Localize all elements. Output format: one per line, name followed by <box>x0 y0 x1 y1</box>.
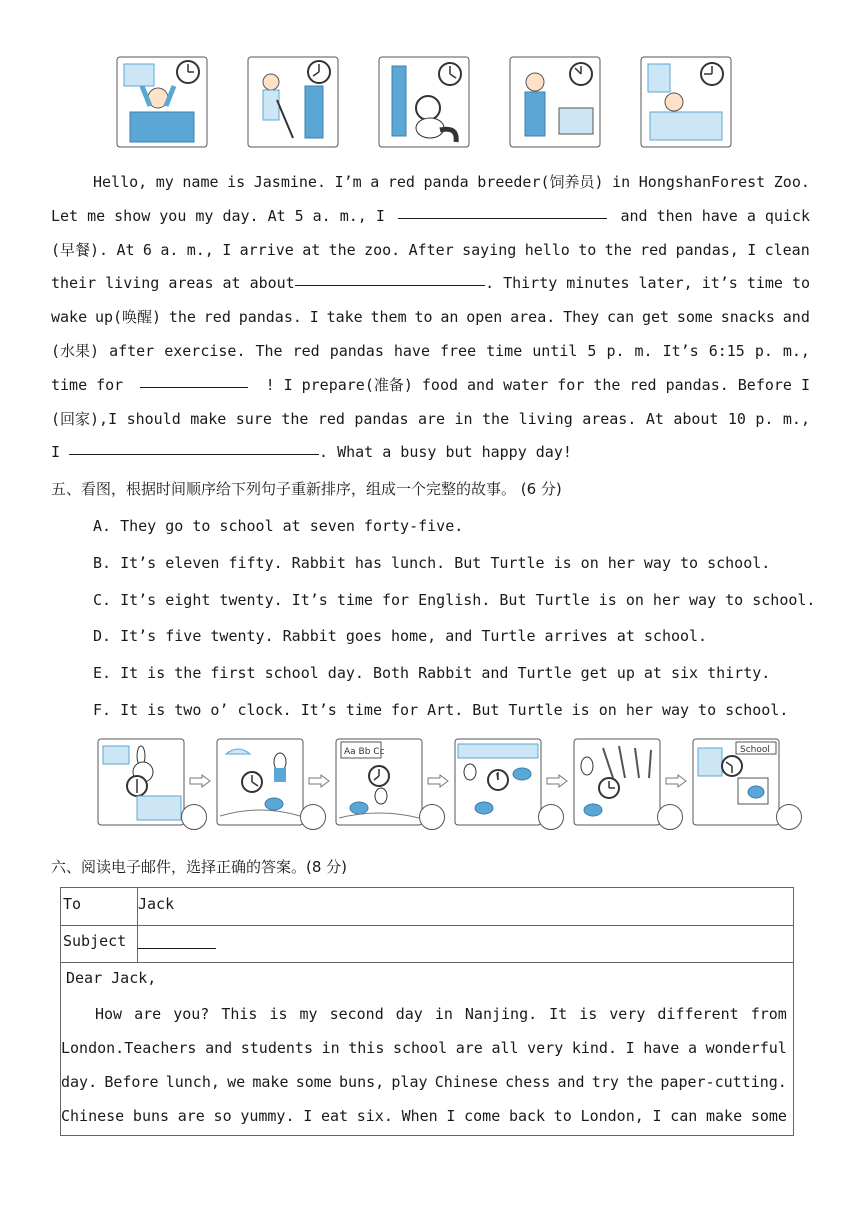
word: kind. <box>571 1039 617 1057</box>
word: until <box>532 341 578 360</box>
answer-circle[interactable] <box>538 804 564 830</box>
email-body-line <box>61 1107 787 1125</box>
passage-line <box>51 335 810 369</box>
word: are <box>418 409 446 428</box>
word: the <box>168 308 196 327</box>
word: m., <box>339 206 367 225</box>
word: name <box>182 173 219 191</box>
to-value: Jack <box>138 895 175 913</box>
word: can <box>670 1107 698 1125</box>
word: Chinese <box>61 1107 125 1125</box>
arrow-right-icon <box>427 774 449 788</box>
word: have <box>701 206 738 225</box>
word: living <box>518 409 573 428</box>
word: day. <box>61 1073 98 1091</box>
word: in <box>454 409 473 428</box>
word: time <box>486 341 523 360</box>
word: about <box>249 274 295 293</box>
word: different <box>657 1005 739 1023</box>
turtle-arrives-school-clock-icon <box>692 738 780 826</box>
word: They <box>563 308 600 327</box>
word: red <box>640 240 668 259</box>
word: zoo. <box>364 240 401 259</box>
word: This <box>221 1005 258 1023</box>
word: . <box>485 274 495 293</box>
email-table <box>60 887 794 1136</box>
passage-text: . What a busy but happy day! <box>319 443 572 462</box>
passage-line <box>51 166 810 200</box>
word: London, <box>580 1107 644 1125</box>
word: my <box>299 1005 318 1023</box>
word: some <box>676 308 713 327</box>
word: and <box>205 1039 233 1057</box>
word: in <box>434 1005 453 1023</box>
story-picture-strip <box>97 738 805 834</box>
rabbit-walking-turtle-clock-icon <box>216 738 304 826</box>
word: prepare(准备) <box>301 375 413 394</box>
word: have <box>643 1039 680 1057</box>
email-body-line <box>61 1073 787 1091</box>
word: at <box>222 274 241 293</box>
word: the <box>626 1073 654 1091</box>
word: play <box>391 1073 428 1091</box>
word: make <box>190 409 227 428</box>
word: (水果) <box>51 341 100 360</box>
word: m., <box>782 409 810 428</box>
word: minutes <box>566 274 630 293</box>
word: later, <box>638 274 693 293</box>
answer-blank[interactable] <box>398 200 607 219</box>
word: it’s <box>701 274 738 293</box>
word: When <box>401 1107 438 1125</box>
word: time <box>51 375 88 394</box>
word: Thirty <box>503 274 558 293</box>
answer-blank[interactable] <box>140 369 248 388</box>
girl-waking-up-clock-icon <box>116 56 208 148</box>
word: I <box>446 1107 456 1125</box>
word: is <box>579 1005 598 1023</box>
option-c: C. It’s eight twenty. It’s time for English. But Turtle is on her way to school. <box>93 590 816 609</box>
passage-line <box>51 267 810 301</box>
rabbit-english-class-clock-icon <box>335 738 423 826</box>
subject-label: Subject <box>63 932 127 950</box>
word: to <box>791 274 810 293</box>
word: 10 <box>727 409 746 428</box>
passage-text: I <box>51 443 61 462</box>
word: living <box>105 274 160 293</box>
word: At <box>116 240 135 259</box>
word: a <box>370 173 380 191</box>
word: a <box>687 1039 697 1057</box>
subject-blank[interactable] <box>138 931 216 949</box>
word: pandas <box>329 341 384 360</box>
rabbit-art-class-clock-icon <box>573 738 661 826</box>
word: I <box>283 375 293 394</box>
word: the <box>593 375 621 394</box>
word: red <box>203 308 231 327</box>
email-to-row <box>61 888 793 926</box>
word: breeder(饲养员) <box>477 173 604 191</box>
word: the <box>482 409 510 428</box>
word: make <box>706 1107 743 1125</box>
answer-blank[interactable] <box>295 267 485 286</box>
word: after <box>109 341 155 360</box>
word: Zoo. <box>773 173 810 191</box>
word: p. <box>754 341 773 360</box>
passage-line <box>51 234 810 268</box>
word: (回家),I <box>51 409 118 428</box>
word: I <box>375 206 385 225</box>
word: my <box>155 173 174 191</box>
word: p. <box>755 409 774 428</box>
word: take <box>326 308 363 327</box>
word: At <box>267 206 286 225</box>
word: pandas. <box>665 375 729 394</box>
answer-circle[interactable] <box>300 804 326 830</box>
word: I <box>625 1039 635 1057</box>
word: then <box>656 206 693 225</box>
word: and <box>557 1073 585 1091</box>
word: m., <box>186 240 214 259</box>
word: Hello, <box>93 173 148 191</box>
word: areas <box>168 274 214 293</box>
girl-sleeping-clock-icon <box>640 56 732 148</box>
word: students <box>240 1039 313 1057</box>
word: very <box>527 1039 564 1057</box>
email-greeting: Dear Jack, <box>66 969 157 987</box>
word: 5 <box>587 341 597 360</box>
word: Before <box>104 1073 159 1091</box>
word: I <box>309 308 319 327</box>
word: paper-cutting. <box>660 1073 787 1091</box>
option-a: A. They go to school at seven forty-five. <box>93 517 464 535</box>
word: are <box>455 1039 483 1057</box>
word: pandas, <box>675 240 739 259</box>
section-6-title: 六、阅读电子邮件，选择正确的答案。(8 分) <box>51 858 348 876</box>
word: buns <box>132 1107 170 1125</box>
word: a. <box>160 240 179 259</box>
word: day <box>395 1005 423 1023</box>
word: some <box>750 1107 787 1125</box>
arrow-right-icon <box>308 774 330 788</box>
word: them <box>370 308 407 327</box>
girl-cleaning-clock-icon <box>247 56 339 148</box>
word: p. <box>606 341 625 360</box>
word: free <box>440 341 477 360</box>
word: panda <box>423 173 469 191</box>
word: very <box>609 1005 646 1023</box>
word: an <box>440 308 459 327</box>
word: food <box>421 375 459 394</box>
red-panda-clock-icon <box>378 56 470 148</box>
word: get <box>641 308 670 327</box>
word: in <box>321 1039 340 1057</box>
word: try <box>591 1073 619 1091</box>
word: me <box>87 206 106 225</box>
email-subject-row <box>61 925 793 963</box>
to-label: To <box>63 895 82 913</box>
word: day. <box>222 206 259 225</box>
word: so <box>213 1107 232 1125</box>
word: my <box>195 206 214 225</box>
word: Chinese <box>434 1073 498 1091</box>
arrow-right-icon <box>665 774 687 788</box>
word: Nanjing. <box>464 1005 538 1023</box>
option-e: E. It is the first school day. Both Rabbit and Turtle get up at six thirty. <box>93 664 771 683</box>
word: some <box>295 1073 332 1091</box>
word: After <box>408 240 454 259</box>
word: all <box>491 1039 519 1057</box>
word: at <box>302 240 321 259</box>
word: the <box>604 240 632 259</box>
word: saying <box>462 240 517 259</box>
word: up(唤醒) <box>94 308 162 327</box>
word: is <box>227 173 246 191</box>
word: The <box>255 341 283 360</box>
word: I <box>747 240 757 259</box>
word: second <box>329 1005 384 1023</box>
email-body-line <box>61 1039 787 1057</box>
word: m. <box>634 341 653 360</box>
word: for <box>557 375 585 394</box>
word: I <box>800 375 810 394</box>
word: we <box>227 1073 246 1091</box>
option-b: B. It’s eleven fifty. Rabbit has lunch. But Turtle is on her way to school. <box>93 553 771 572</box>
word: It’s <box>662 341 699 360</box>
answer-circle[interactable] <box>776 804 802 830</box>
word: red <box>317 409 345 428</box>
word: How <box>95 1005 123 1023</box>
word: the <box>328 240 356 259</box>
answer-circle[interactable] <box>419 804 445 830</box>
word: pandas <box>354 409 409 428</box>
word: come <box>464 1107 501 1125</box>
word: Before <box>737 375 792 394</box>
word: I’m <box>334 173 362 191</box>
word: I <box>222 240 232 259</box>
school-sign-text: School <box>740 745 770 755</box>
word: At <box>645 409 664 428</box>
passage-line <box>51 403 810 437</box>
word: red <box>629 375 657 394</box>
word: red <box>292 341 320 360</box>
word: I <box>652 1107 662 1125</box>
rabbit-waking-up-clock-icon <box>97 738 185 826</box>
answer-circle[interactable] <box>181 804 207 830</box>
word: buns, <box>339 1073 385 1091</box>
word: the <box>281 409 309 428</box>
word: are <box>177 1107 205 1125</box>
word: hello <box>524 240 570 259</box>
woman-preparing-food-clock-icon <box>509 56 601 148</box>
word: about <box>673 409 719 428</box>
passage-line <box>51 436 810 470</box>
word: I <box>303 1107 313 1125</box>
reading-passage <box>51 166 810 470</box>
word: HongshanForest <box>638 173 766 191</box>
word: lunch, <box>165 1073 220 1091</box>
word: make <box>252 1073 289 1091</box>
word: from <box>750 1005 787 1023</box>
word: yummy. <box>240 1107 295 1125</box>
word: sure <box>235 409 272 428</box>
word: Jasmine. <box>253 173 326 191</box>
word: snacks <box>720 308 775 327</box>
word: wake <box>51 308 88 327</box>
word: m., <box>782 341 810 360</box>
word: their <box>51 274 97 293</box>
word: (早餐). <box>51 240 109 259</box>
arrow-right-icon <box>189 774 211 788</box>
word: ! <box>265 375 275 394</box>
word: water <box>503 375 549 394</box>
section-5-title: 五、看图，根据时间顺序给下列句子重新排序，组成一个完整的故事。 (6 分) <box>51 480 562 498</box>
blackboard-text: Aa Bb Cc <box>344 747 385 757</box>
word: and <box>467 375 495 394</box>
word: clean <box>764 240 810 259</box>
word: arrive <box>239 240 294 259</box>
word: and <box>782 308 810 327</box>
word: show <box>114 206 151 225</box>
word: wonderful <box>705 1039 787 1057</box>
option-f: F. It is two o’ clock. It’s time for Art. But Turtle is on her way to school. <box>93 700 789 719</box>
word: chess <box>505 1073 551 1091</box>
word: you <box>159 206 187 225</box>
word: have <box>393 341 430 360</box>
word: areas. <box>582 409 637 428</box>
word: exercise. <box>164 341 246 360</box>
option-list <box>93 512 815 733</box>
option-d: D. It’s five twenty. Rabbit goes home, and Turtle arrives at school. <box>93 627 708 646</box>
word: area. <box>510 308 556 327</box>
word: London.Teachers <box>61 1039 197 1057</box>
answer-blank[interactable] <box>69 436 319 455</box>
word: you? <box>173 1005 210 1023</box>
word: school <box>392 1039 448 1057</box>
word: can <box>607 308 635 327</box>
word: eat <box>320 1107 349 1125</box>
word: this <box>348 1039 385 1057</box>
passage-line <box>51 301 810 335</box>
word: time <box>746 274 783 293</box>
word: open <box>466 308 503 327</box>
word: is <box>269 1005 288 1023</box>
word: pandas. <box>238 308 302 327</box>
word: should <box>126 409 181 428</box>
word: a. <box>312 206 331 225</box>
top-picture-strip <box>116 56 736 152</box>
word: and <box>620 206 648 225</box>
answer-circle[interactable] <box>657 804 683 830</box>
word: red <box>387 173 415 191</box>
word: Let <box>51 206 79 225</box>
word: 5 <box>294 206 304 225</box>
passage-line <box>51 369 810 403</box>
word: It <box>549 1005 568 1023</box>
word: to <box>578 240 597 259</box>
word: are <box>134 1005 162 1023</box>
passage-line <box>51 200 810 234</box>
word: six. <box>356 1107 393 1125</box>
word: to <box>553 1107 572 1125</box>
word: in <box>612 173 631 191</box>
email-body-line <box>95 1005 787 1023</box>
word: a <box>746 206 756 225</box>
rabbit-lunch-turtle-clock-icon <box>454 738 542 826</box>
word: 6 <box>142 240 152 259</box>
word: quick <box>764 206 810 225</box>
word: to <box>414 308 433 327</box>
word: 6:15 <box>708 341 745 360</box>
word: for <box>96 375 124 394</box>
word: back <box>508 1107 546 1125</box>
arrow-right-icon <box>546 774 568 788</box>
